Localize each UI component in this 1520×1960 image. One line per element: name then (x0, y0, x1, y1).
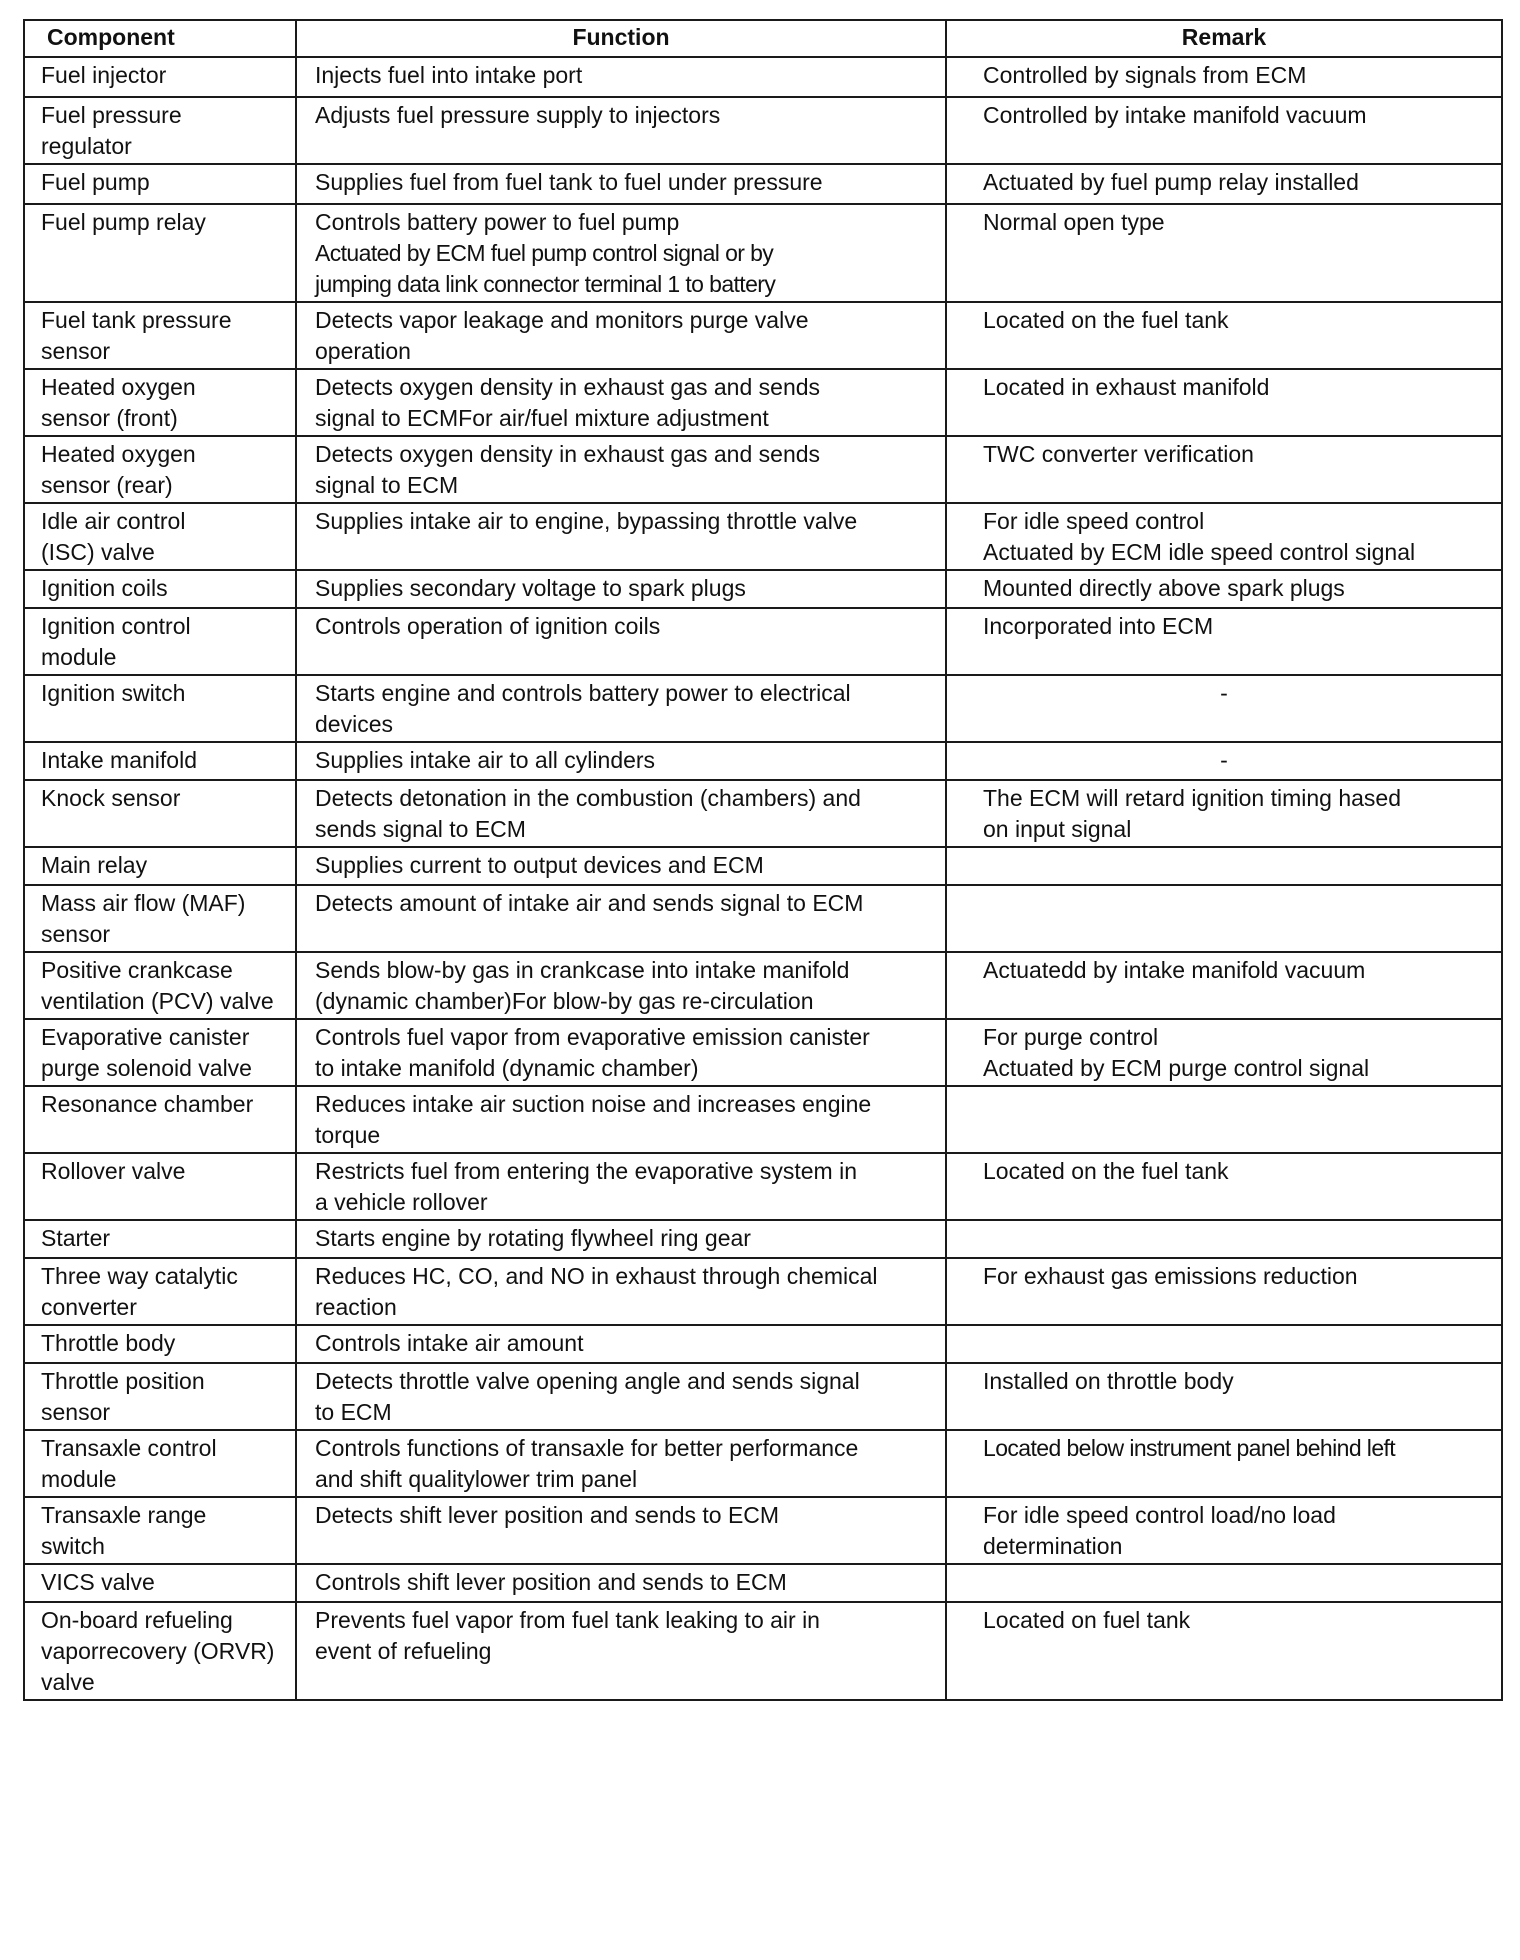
remark-line: Located on the fuel tank (983, 307, 1229, 333)
table-row (24, 436, 1502, 503)
remark-line: Actuated by fuel pump relay installed (983, 169, 1359, 195)
table-header-row (24, 20, 1502, 57)
function-line: Supplies secondary voltage to spark plugs (315, 575, 746, 601)
remark-cell (946, 742, 1502, 780)
remark-cell (946, 1086, 1502, 1153)
component-cell (24, 1363, 296, 1430)
remark-line (983, 1567, 1495, 1598)
function-cell (296, 1564, 946, 1602)
table-row (24, 1602, 1502, 1700)
function-cell (296, 570, 946, 608)
function-line: Restricts fuel from entering the evaporative system in (315, 1158, 858, 1184)
table-row (24, 97, 1502, 164)
function-cell (296, 164, 946, 204)
function-cell (296, 780, 946, 847)
component-line: Fuel injector (41, 62, 167, 88)
component-line: Rollover valve (41, 1158, 186, 1184)
component-cell (24, 1564, 296, 1602)
component-line: sensor (41, 338, 111, 364)
function-line: Supplies intake air to engine, bypassing throttle valve (315, 508, 858, 534)
function-cell (296, 503, 946, 570)
function-cell (296, 1258, 946, 1325)
function-cell (296, 1363, 946, 1430)
remark-line: Actuated by ECM idle speed control signal (983, 539, 1416, 565)
remark-cell (946, 503, 1502, 570)
function-line: Controls functions of transaxle for better performance (315, 1435, 859, 1461)
function-line: signal to ECMFor air/fuel mixture adjustment (315, 405, 769, 431)
remark-line: Located on fuel tank (983, 1607, 1191, 1633)
remark-line: - (1220, 680, 1228, 706)
component-cell (24, 1258, 296, 1325)
function-line: Prevents fuel vapor from fuel tank leaking to air in (315, 1607, 820, 1633)
components-table-sheet (23, 19, 1501, 1701)
function-line: signal to ECM (315, 472, 459, 498)
function-line: operation (315, 338, 411, 364)
remark-line: Controlled by signals from ECM (983, 62, 1307, 88)
function-line: Controls intake air amount (315, 1330, 584, 1356)
header-remark: Remark (946, 20, 1502, 57)
component-line: Evaporative canister (41, 1024, 250, 1050)
component-line: Fuel tank pressure (41, 307, 232, 333)
component-line: Knock sensor (41, 785, 181, 811)
component-line: module (41, 1466, 117, 1492)
component-cell (24, 570, 296, 608)
function-line: Detects oxygen density in exhaust gas and sends (315, 441, 821, 467)
remark-cell (946, 1019, 1502, 1086)
component-cell (24, 302, 296, 369)
component-line: Mass air flow (MAF) (41, 890, 246, 916)
function-line: Adjusts fuel pressure supply to injectors (315, 102, 721, 128)
function-cell (296, 742, 946, 780)
component-line: Intake manifold (41, 747, 197, 773)
component-line: Ignition coils (41, 575, 168, 601)
remark-line: For idle speed control load/no load (983, 1502, 1336, 1528)
component-cell (24, 780, 296, 847)
table-row (24, 204, 1502, 302)
component-cell (24, 608, 296, 675)
function-cell (296, 1430, 946, 1497)
component-line: Main relay (41, 852, 148, 878)
component-line: Ignition switch (41, 680, 186, 706)
component-cell (24, 164, 296, 204)
table-row (24, 608, 1502, 675)
function-cell (296, 608, 946, 675)
function-cell (296, 302, 946, 369)
component-line: sensor (41, 921, 111, 947)
function-cell (296, 369, 946, 436)
remark-line: For purge control (983, 1024, 1159, 1050)
remark-cell (946, 675, 1502, 742)
function-line: Controls operation of ignition coils (315, 613, 661, 639)
component-line: purge solenoid valve (41, 1055, 252, 1081)
remark-cell (946, 204, 1502, 302)
table-row (24, 57, 1502, 97)
component-line: Fuel pump relay (41, 209, 206, 235)
components-table (23, 19, 1503, 1701)
function-line: Detects oxygen density in exhaust gas and sends (315, 374, 821, 400)
remark-cell (946, 57, 1502, 97)
remark-cell (946, 1153, 1502, 1220)
component-line: switch (41, 1533, 105, 1559)
table-row (24, 1363, 1502, 1430)
component-cell (24, 1430, 296, 1497)
component-line: Heated oxygen (41, 441, 196, 467)
remark-cell (946, 1564, 1502, 1602)
component-line: Throttle position (41, 1368, 205, 1394)
function-line: sends signal to ECM (315, 816, 526, 842)
remark-line: For idle speed control (983, 508, 1205, 534)
function-line: Sends blow-by gas in crankcase into intake manifold (315, 957, 850, 983)
function-cell (296, 57, 946, 97)
table-row (24, 1258, 1502, 1325)
table-row (24, 952, 1502, 1019)
function-line: Detects amount of intake air and sends signal to ECM (315, 890, 864, 916)
table-row (24, 847, 1502, 885)
component-cell (24, 885, 296, 952)
component-cell (24, 847, 296, 885)
component-cell (24, 1220, 296, 1258)
remark-line (983, 1328, 1495, 1359)
component-line: Resonance chamber (41, 1091, 254, 1117)
remark-line: For exhaust gas emissions reduction (983, 1263, 1358, 1289)
component-cell (24, 742, 296, 780)
remark-cell (946, 302, 1502, 369)
function-line: Detects vapor leakage and monitors purge valve (315, 307, 809, 333)
remark-line: Actuatedd by intake manifold vacuum (983, 957, 1366, 983)
component-line: Ignition control (41, 613, 191, 639)
component-line: Fuel pressure (41, 102, 182, 128)
remark-line (983, 850, 1495, 881)
function-line: a vehicle rollover (315, 1189, 488, 1215)
remark-line (983, 888, 1495, 919)
component-line: Starter (41, 1225, 111, 1251)
function-line: devices (315, 711, 393, 737)
component-cell (24, 1086, 296, 1153)
component-cell (24, 503, 296, 570)
function-cell (296, 675, 946, 742)
table-row (24, 369, 1502, 436)
component-line: Heated oxygen (41, 374, 196, 400)
table-row (24, 1430, 1502, 1497)
component-line: sensor (front) (41, 405, 178, 431)
remark-line: Located below instrument panel behind left (983, 1435, 1396, 1461)
remark-line: Incorporated into ECM (983, 613, 1214, 639)
function-cell (296, 952, 946, 1019)
component-line: converter (41, 1294, 137, 1320)
remark-cell (946, 1497, 1502, 1564)
component-cell (24, 436, 296, 503)
remark-line: determination (983, 1533, 1123, 1559)
table-row (24, 780, 1502, 847)
remark-cell (946, 952, 1502, 1019)
function-line: Controls fuel vapor from evaporative emission canister (315, 1024, 870, 1050)
function-cell (296, 1086, 946, 1153)
remark-line: Located on the fuel tank (983, 1158, 1229, 1184)
function-line: Injects fuel into intake port (315, 62, 583, 88)
component-cell (24, 952, 296, 1019)
component-line: On-board refueling (41, 1607, 233, 1633)
remark-cell (946, 608, 1502, 675)
remark-line (983, 1089, 1495, 1120)
component-cell (24, 97, 296, 164)
table-row (24, 1220, 1502, 1258)
function-cell (296, 885, 946, 952)
function-line: Detects shift lever position and sends to ECM (315, 1502, 780, 1528)
function-line: to intake manifold (dynamic chamber) (315, 1055, 699, 1081)
remark-cell (946, 1258, 1502, 1325)
table-row (24, 164, 1502, 204)
table-row (24, 503, 1502, 570)
remark-cell (946, 164, 1502, 204)
function-line: Reduces HC, CO, and NO in exhaust through chemical (315, 1263, 878, 1289)
remark-line: The ECM will retard ignition timing hased (983, 785, 1402, 811)
function-line: Supplies fuel from fuel tank to fuel under pressure (315, 169, 823, 195)
component-line: valve (41, 1669, 95, 1695)
function-line: and shift qualitylower trim panel (315, 1466, 638, 1492)
component-cell (24, 57, 296, 97)
function-cell (296, 204, 946, 302)
component-cell (24, 1497, 296, 1564)
component-line: module (41, 644, 117, 670)
remark-line: Normal open type (983, 209, 1165, 235)
component-cell (24, 369, 296, 436)
function-cell (296, 1019, 946, 1086)
function-line: reaction (315, 1294, 397, 1320)
remark-cell (946, 436, 1502, 503)
remark-cell (946, 1325, 1502, 1363)
function-line: Detects throttle valve opening angle and sends signal (315, 1368, 860, 1394)
remark-line: Controlled by intake manifold vacuum (983, 102, 1367, 128)
function-cell (296, 1325, 946, 1363)
remark-cell (946, 369, 1502, 436)
component-cell (24, 1602, 296, 1700)
remark-line: on input signal (983, 816, 1132, 842)
component-line: Throttle body (41, 1330, 176, 1356)
remark-line: Actuated by ECM purge control signal (983, 1055, 1370, 1081)
table-row (24, 675, 1502, 742)
remark-line: Installed on throttle body (983, 1368, 1234, 1394)
component-cell (24, 1153, 296, 1220)
component-line: sensor (41, 1399, 111, 1425)
remark-cell (946, 847, 1502, 885)
component-cell (24, 204, 296, 302)
remark-line (983, 1223, 1495, 1254)
component-line: (ISC) valve (41, 539, 155, 565)
component-line: Fuel pump (41, 169, 150, 195)
function-line: Actuated by ECM fuel pump control signal or by (315, 240, 774, 266)
component-line: vaporrecovery (ORVR) (41, 1638, 275, 1664)
function-line: Starts engine and controls battery power to electrical (315, 680, 851, 706)
remark-line: TWC converter verification (983, 441, 1254, 467)
function-line: Starts engine by rotating flywheel ring gear (315, 1225, 751, 1251)
table-row (24, 1497, 1502, 1564)
remark-cell (946, 885, 1502, 952)
function-cell (296, 1497, 946, 1564)
component-cell (24, 1325, 296, 1363)
component-line: Three way catalytic (41, 1263, 238, 1289)
table-row (24, 1325, 1502, 1363)
function-line: jumping data link connector terminal 1 to battery (315, 271, 776, 297)
table-row (24, 742, 1502, 780)
function-line: to ECM (315, 1399, 392, 1425)
component-line: Idle air control (41, 508, 186, 534)
table-body (24, 57, 1502, 1700)
header-component: Component (24, 20, 296, 57)
remark-cell (946, 570, 1502, 608)
component-line: Transaxle range (41, 1502, 207, 1528)
table-row (24, 1564, 1502, 1602)
remark-cell (946, 1602, 1502, 1700)
remark-cell (946, 1220, 1502, 1258)
function-cell (296, 1602, 946, 1700)
function-cell (296, 847, 946, 885)
component-line: Transaxle control (41, 1435, 217, 1461)
function-line: Reduces intake air suction noise and increases engine (315, 1091, 872, 1117)
table-row (24, 1019, 1502, 1086)
function-line: Detects detonation in the combustion (chambers) and (315, 785, 861, 811)
table-row (24, 302, 1502, 369)
component-cell (24, 675, 296, 742)
table-row (24, 570, 1502, 608)
function-cell (296, 97, 946, 164)
remark-cell (946, 780, 1502, 847)
remark-line: - (1220, 747, 1228, 773)
remark-line: Located in exhaust manifold (983, 374, 1270, 400)
component-line: VICS valve (41, 1569, 155, 1595)
function-cell (296, 436, 946, 503)
remark-line: Mounted directly above spark plugs (983, 575, 1345, 601)
remark-cell (946, 1363, 1502, 1430)
header-function: Function (296, 20, 946, 57)
function-line: (dynamic chamber)For blow-by gas re-circulation (315, 988, 814, 1014)
function-line: Supplies current to output devices and ECM (315, 852, 764, 878)
function-line: event of refueling (315, 1638, 492, 1664)
remark-cell (946, 1430, 1502, 1497)
component-cell (24, 1019, 296, 1086)
table-row (24, 885, 1502, 952)
remark-cell (946, 97, 1502, 164)
table-row (24, 1086, 1502, 1153)
table-row (24, 1153, 1502, 1220)
component-line: ventilation (PCV) valve (41, 988, 274, 1014)
component-line: sensor (rear) (41, 472, 173, 498)
component-line: regulator (41, 133, 132, 159)
function-line: Supplies intake air to all cylinders (315, 747, 656, 773)
function-cell (296, 1220, 946, 1258)
function-cell (296, 1153, 946, 1220)
function-line: Controls shift lever position and sends to ECM (315, 1569, 787, 1595)
function-line: Controls battery power to fuel pump (315, 209, 680, 235)
component-line: Positive crankcase (41, 957, 233, 983)
function-line: torque (315, 1122, 381, 1148)
